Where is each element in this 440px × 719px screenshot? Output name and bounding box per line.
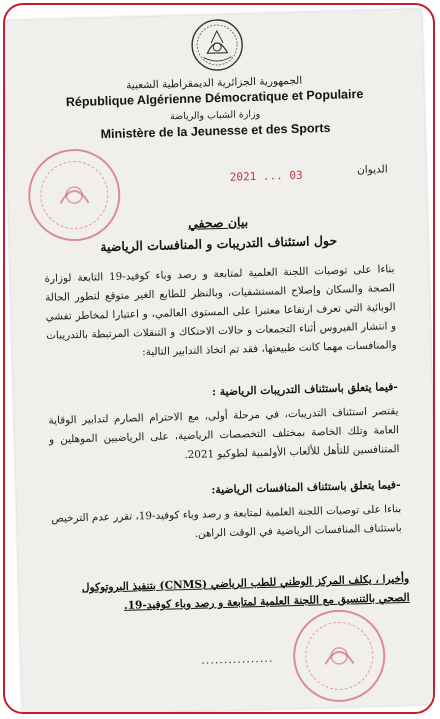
intro-paragraph: بناءا على توصيات اللجنة العلمية لمتابعة و رصد وباء كوفيد-19 التابعة لوزارة الصحة والسكان وإصلاح المستشفيات، وبالنظر للطابع الغير متوقع لتطور الحالة الوبائية التي تعرف ارتفاعا معتبرا على المستوى العالمي، و اعتبارا لمخاطر تفشي و انتشار الفيروس أثناء التجمعات و حالات الاحتكاك و التنقلات المرتبطة بالتدريبات والمنافسات مهما كانت طبيعتها، فقد تم اتخاذ التدابير التالية: (44, 263, 397, 359)
section-competitions-heading: -فيما يتعلق باستئناف المنافسات الرياضية: (211, 478, 401, 497)
section-training-text: يقتصر استئناف التدريبات، في مرحلة أولى، مع الاحترام الصارم لتدابير الوقاية العامة وتلك الخاصة بمختلف التخصصات الرياضية، على الرياضيين الموهلين و المتنافسين للتأهل للألعاب الأولمبية لطوكيو 2021. (48, 405, 400, 462)
office-label: الديوان (356, 163, 388, 177)
document-frame (3, 3, 435, 714)
closing-dots: ................ (201, 651, 274, 667)
ministry-name-arabic: وزارة الشباب والرياضة (169, 108, 261, 123)
republic-name-arabic: الجمهورية الجزائرية الديمقراطية الشعبية (126, 74, 303, 92)
final-paragraph: وأخيرا ، يكلف المركز الوطني للطب الرياضي (CNMS) بتنفيذ البروتوكول الصحي بالتنسيق مع اللجنة العلمية لمتابعة و رصد وباء كوفيد-19. (81, 572, 410, 612)
document-reference: 2021 ... 03 (229, 168, 303, 184)
document-subject-title: حول استئناف التدريبات و المنافسات الرياضية (100, 232, 338, 255)
republic-name-french: République Algérienne Démocratique et Populaire (65, 86, 364, 110)
document-type-title: بيان صحفي (187, 214, 249, 231)
section-competitions-text: بناءا على توصيات اللجنة العلمية لمتابعة و رصد وباء كوفيد-19، تقرر عدم الترخيص باستئناف المنافسات الرياضية في الوقت الراهن. (51, 503, 402, 540)
press-release-paper (3, 9, 435, 714)
official-stamp-bottom (292, 609, 387, 704)
section-training-heading: -فيما يتعلق باستئناف التدريبات الرياضية : (211, 380, 398, 399)
state-emblem-icon (188, 16, 246, 74)
ministry-name-french: Ministère de la Jeunesse et des Sports (100, 120, 331, 142)
